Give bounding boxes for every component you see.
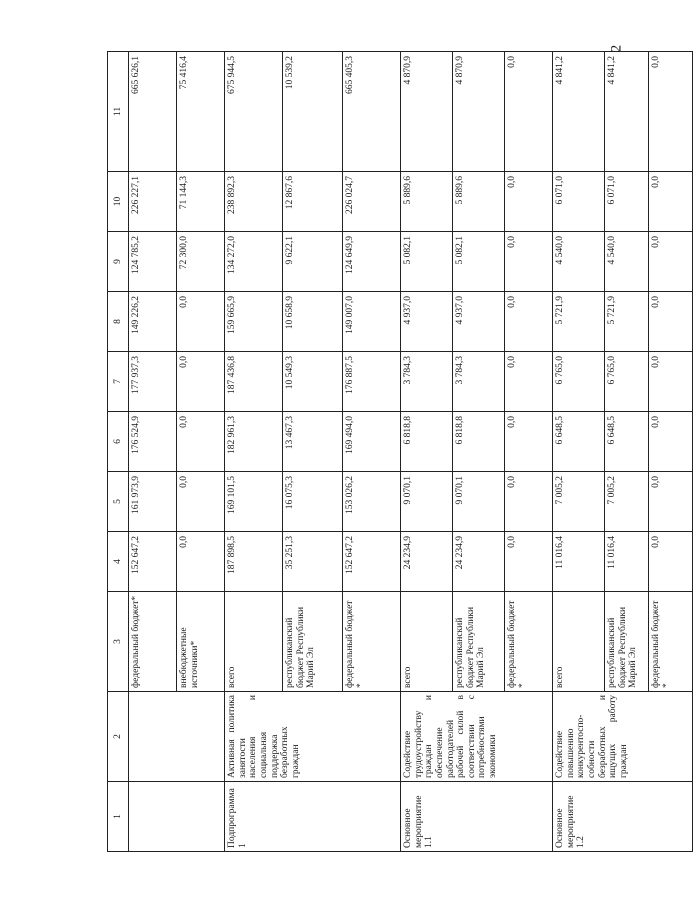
page-number: 2 — [607, 44, 624, 53]
amount-cell: 6 765,0 — [553, 352, 605, 412]
amount-cell: 0,0 — [505, 232, 553, 292]
column-header: 8 — [108, 292, 129, 352]
amount-cell: 0,0 — [649, 232, 693, 292]
amount-cell: 6 071,0 — [605, 172, 649, 232]
table-row — [129, 52, 177, 852]
amount-cell: 4 841,2 — [605, 52, 649, 172]
table-row — [225, 52, 283, 852]
amount-cell: 169 494,0 — [343, 412, 401, 472]
amount-cell: 4 937,0 — [453, 292, 505, 352]
program-code: Подпрограмма 1 — [225, 782, 401, 852]
amount-cell: 0,0 — [177, 352, 225, 412]
amount-cell: 665 405,3 — [343, 52, 401, 172]
amount-cell: 4 540,0 — [553, 232, 605, 292]
amount-cell: 159 665,9 — [225, 292, 283, 352]
amount-cell: 5 721,9 — [553, 292, 605, 352]
amount-cell: 9 622,1 — [283, 232, 343, 292]
amount-cell: 149 226,2 — [129, 292, 177, 352]
amount-cell: 169 101,5 — [225, 472, 283, 532]
amount-cell: 182 961,3 — [225, 412, 283, 472]
amount-cell: 0,0 — [649, 532, 693, 592]
header-row — [108, 52, 129, 852]
amount-cell: 0,0 — [505, 52, 553, 172]
amount-cell: 35 251,3 — [283, 532, 343, 592]
column-header: 7 — [108, 352, 129, 412]
funding-source: всего — [401, 592, 453, 692]
program-name: Содействие трудоустройству граждан и обеспечение работодателей рабочей силой в соответствии с потребностями экономики — [401, 692, 553, 782]
amount-cell: 152 647,2 — [343, 532, 401, 592]
amount-cell: 187 436,8 — [225, 352, 283, 412]
amount-cell: 238 892,3 — [225, 172, 283, 232]
amount-cell: 0,0 — [649, 52, 693, 172]
amount-cell: 161 973,9 — [129, 472, 177, 532]
column-header: 2 — [108, 692, 129, 782]
program-name: Активная политика занятости населения и социальная поддержка безработных граждан — [225, 692, 401, 782]
amount-cell: 4 870,9 — [401, 52, 453, 172]
amount-cell: 0,0 — [649, 172, 693, 232]
column-header: 5 — [108, 472, 129, 532]
amount-cell: 5 082,1 — [401, 232, 453, 292]
funding-source: всего — [225, 592, 283, 692]
funding-source: федеральный бюджет * — [649, 592, 693, 692]
amount-cell: 4 540,0 — [605, 232, 649, 292]
amount-cell: 149 007,0 — [343, 292, 401, 352]
amount-cell: 5 889,6 — [401, 172, 453, 232]
funding-source: федеральный бюджет * — [505, 592, 553, 692]
amount-cell: 5 082,1 — [453, 232, 505, 292]
program-name — [129, 692, 225, 782]
amount-cell: 176 887,5 — [343, 352, 401, 412]
funding-source: внебюджетные источники* — [177, 592, 225, 692]
amount-cell: 226 227,1 — [129, 172, 177, 232]
amount-cell: 3 784,3 — [453, 352, 505, 412]
column-header: 4 — [108, 532, 129, 592]
amount-cell: 0,0 — [177, 412, 225, 472]
amount-cell: 0,0 — [649, 352, 693, 412]
amount-cell: 7 005,2 — [553, 472, 605, 532]
column-header: 6 — [108, 412, 129, 472]
amount-cell: 4 841,2 — [553, 52, 605, 172]
amount-cell: 0,0 — [177, 292, 225, 352]
budget-table — [107, 51, 693, 852]
amount-cell: 9 070,1 — [453, 472, 505, 532]
column-header: 9 — [108, 232, 129, 292]
amount-cell: 6 071,0 — [553, 172, 605, 232]
amount-cell: 24 234,9 — [453, 532, 505, 592]
amount-cell: 0,0 — [505, 292, 553, 352]
amount-cell: 0,0 — [649, 412, 693, 472]
amount-cell: 0,0 — [177, 532, 225, 592]
amount-cell: 13 467,3 — [283, 412, 343, 472]
funding-source: республиканский бюджет Республики Марий Эл — [605, 592, 649, 692]
amount-cell: 71 144,3 — [177, 172, 225, 232]
funding-source: республиканский бюджет Республики Марий Эл — [453, 592, 505, 692]
amount-cell: 4 870,9 — [453, 52, 505, 172]
amount-cell: 226 024,7 — [343, 172, 401, 232]
amount-cell: 12 867,6 — [283, 172, 343, 232]
amount-cell: 176 524,9 — [129, 412, 177, 472]
program-code: Основное мероприятие 1.1 — [401, 782, 553, 852]
amount-cell: 4 937,0 — [401, 292, 453, 352]
amount-cell: 124 785,2 — [129, 232, 177, 292]
amount-cell: 6 648,5 — [553, 412, 605, 472]
program-code — [129, 782, 225, 852]
amount-cell: 187 898,5 — [225, 532, 283, 592]
amount-cell: 9 070,1 — [401, 472, 453, 532]
amount-cell: 0,0 — [505, 472, 553, 532]
amount-cell: 0,0 — [505, 352, 553, 412]
amount-cell: 10 549,3 — [283, 352, 343, 412]
column-header: 3 — [108, 592, 129, 692]
amount-cell: 0,0 — [505, 532, 553, 592]
funding-source: всего — [553, 592, 605, 692]
amount-cell: 134 272,0 — [225, 232, 283, 292]
amount-cell: 10 658,9 — [283, 292, 343, 352]
amount-cell: 16 075,3 — [283, 472, 343, 532]
amount-cell: 6 818,8 — [401, 412, 453, 472]
funding-source: федеральный бюджет* — [129, 592, 177, 692]
column-header: 11 — [108, 52, 129, 172]
program-name: Содействие повышению конкурентоспо-собности безработных и ищущих работу граждан — [553, 692, 693, 782]
amount-cell: 75 416,4 — [177, 52, 225, 172]
amount-cell: 177 937,3 — [129, 352, 177, 412]
amount-cell: 124 649,9 — [343, 232, 401, 292]
amount-cell: 152 647,2 — [129, 532, 177, 592]
amount-cell: 0,0 — [505, 172, 553, 232]
amount-cell: 675 944,5 — [225, 52, 283, 172]
amount-cell: 11 016,4 — [553, 532, 605, 592]
amount-cell: 0,0 — [649, 472, 693, 532]
amount-cell: 153 026,2 — [343, 472, 401, 532]
funding-source: федеральный бюджет * — [343, 592, 401, 692]
table-row — [553, 52, 605, 852]
amount-cell: 5 889,6 — [453, 172, 505, 232]
column-header: 1 — [108, 782, 129, 852]
rotated-table-wrapper — [107, 52, 672, 852]
amount-cell: 72 300,0 — [177, 232, 225, 292]
amount-cell: 6 818,8 — [453, 412, 505, 472]
amount-cell: 0,0 — [177, 472, 225, 532]
amount-cell: 6 765,0 — [605, 352, 649, 412]
amount-cell: 10 539,2 — [283, 52, 343, 172]
column-header: 10 — [108, 172, 129, 232]
amount-cell: 24 234,9 — [401, 532, 453, 592]
amount-cell: 3 784,3 — [401, 352, 453, 412]
amount-cell: 11 016,4 — [605, 532, 649, 592]
amount-cell: 0,0 — [505, 412, 553, 472]
amount-cell: 6 648,5 — [605, 412, 649, 472]
amount-cell: 0,0 — [649, 292, 693, 352]
amount-cell: 665 626,1 — [129, 52, 177, 172]
program-code: Основное мероприятие 1.2 — [553, 782, 693, 852]
amount-cell: 7 005,2 — [605, 472, 649, 532]
table-row — [401, 52, 453, 852]
amount-cell: 5 721,9 — [605, 292, 649, 352]
funding-source: республиканский бюджет Республики Марий Эл — [283, 592, 343, 692]
